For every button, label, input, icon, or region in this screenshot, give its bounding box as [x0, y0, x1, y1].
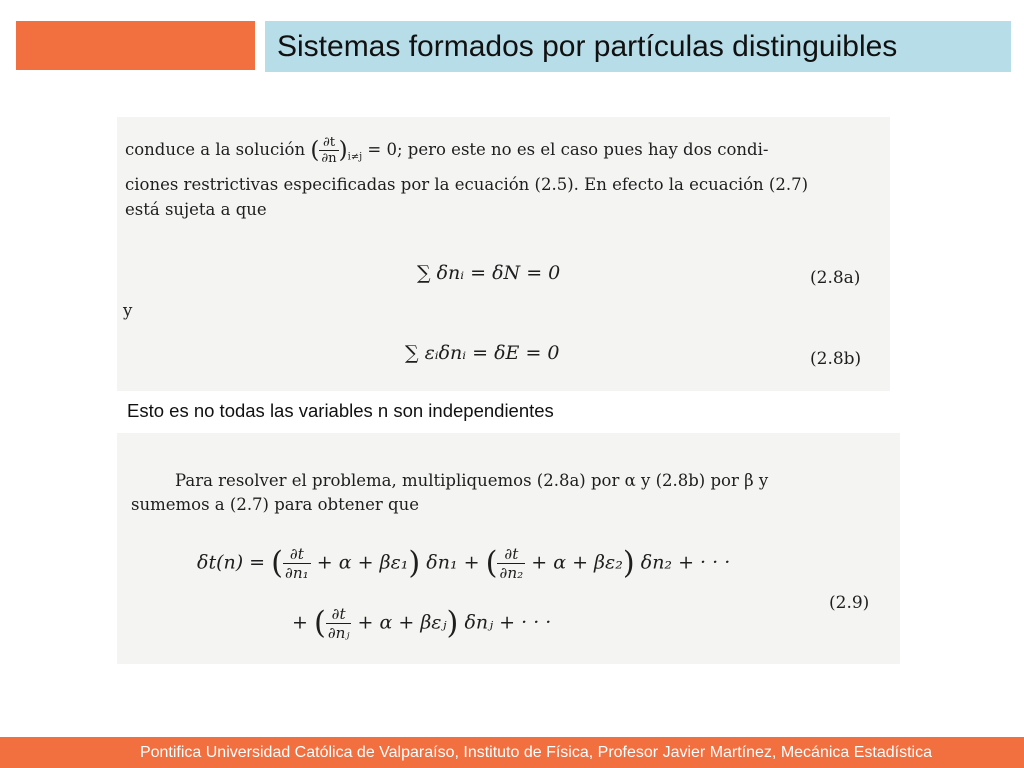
scan2-line-1: Para resolver el problema, multipliquemos (2.8a) por α y (2.8b) por β y [175, 471, 769, 490]
scan1-line-1-end: = 0; pero este no es el caso pues hay dos condi- [367, 140, 769, 159]
scan1-y: y [123, 301, 133, 320]
title-box [265, 21, 1011, 72]
equation-2-9-line-1: δt(n) = ( $\frac{\partial t}{\text{∂n₁}}$ + α + βε₁) δn₁ + ( $\frac{\partial t}{\text{∂n₂}}$ + α + βε₂) δn₂ + · · · [197, 545, 731, 582]
scan1-line-1: conduce a la solución ( $\frac{\partial t}{\partial n}$ )$_{i\ne j} = 0$; pero este no es el caso pues hay dos condi- [125, 135, 769, 166]
caption: Esto es no todas las variables n son independientes [117, 391, 874, 429]
footer-bar [0, 737, 1024, 768]
equation-number-2-8a: (2.8a) [810, 268, 861, 288]
footer-text: Pontifica Universidad Católica de Valparaíso, Instituto de Física, Profesor Javier Martínez, Mecánica Estadística [139, 743, 932, 761]
derivative-n1: $\frac{\partial t}{\text{∂n₁}}$ [285, 545, 309, 582]
scan1-line-3: está sujeta a que [125, 200, 267, 219]
scan1-line-2: ciones restrictivas especificadas por la ecuación (2.5). En efecto la ecuación (2.7) [125, 175, 809, 194]
equation-2-8b: ∑ εᵢδnᵢ = δE = 0 [405, 342, 560, 364]
scanned-excerpt-1 [117, 117, 890, 391]
equation-2-9-line-2: + ( $\frac{\partial t}{\text{∂nⱼ}}$ + α + βεⱼ) δnⱼ + · · · [292, 605, 552, 642]
equation-number-2-8b: (2.8b) [810, 349, 862, 369]
equation-number-2-9: (2.9) [829, 593, 870, 613]
scan1-line-1-start: conduce a la solución [125, 140, 306, 159]
equation-2-8a: ∑ δnᵢ = δN = 0 [417, 262, 561, 284]
scan2-line-2: sumemos a (2.7) para obtener que [131, 495, 419, 514]
partial-subscript: i≠j [347, 151, 363, 163]
derivative-nj: $\frac{\partial t}{\text{∂nⱼ}}$ [327, 605, 350, 642]
accent-block [16, 21, 255, 70]
derivative-n2: $\frac{\partial t}{\text{∂n₂}}$ [499, 545, 524, 582]
partial-fraction: $\frac{\partial t}{\partial n}$ [321, 135, 337, 166]
slide-title: Sistemas formados por partículas distinguibles [277, 29, 898, 63]
scanned-excerpt-2 [117, 433, 900, 664]
